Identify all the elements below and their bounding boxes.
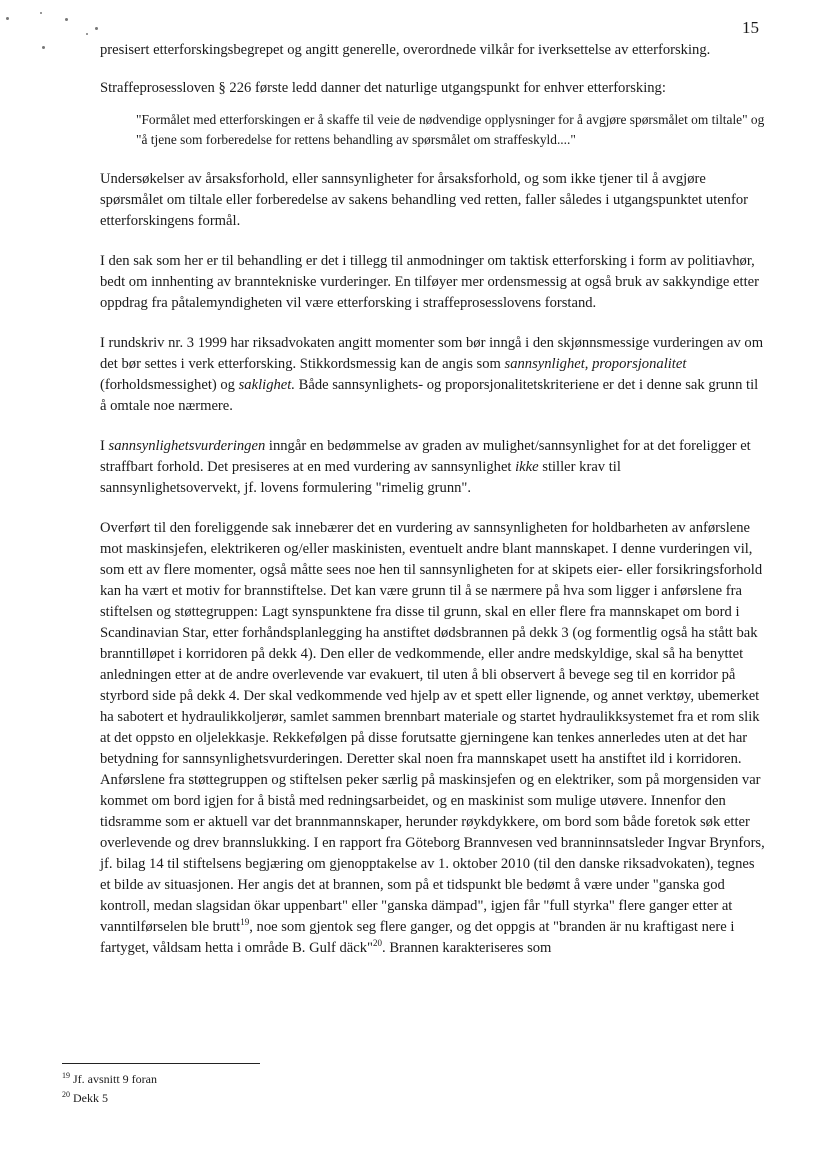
scan-speck: [42, 46, 45, 49]
footnote-divider: [62, 1063, 260, 1064]
emphasis-text: sannsynlighet, proporsjonalitet: [504, 356, 687, 372]
emphasis-text: ikke: [515, 459, 539, 475]
paragraph-2: Straffeprosessloven § 226 første ledd danner det naturlige utgangspunkt for enhver etterforsking:: [100, 80, 666, 96]
footnote: [62, 1089, 157, 1108]
paragraph-1: presisert etterforskingsbegrepet og angitt generelle, overordnede vilkår for iverksettelse av etterforsking.: [100, 42, 711, 58]
emphasis-text: saklighet.: [238, 377, 295, 393]
paragraph-3: Undersøkelser av årsaksforhold, eller sannsynligheter for årsaksforhold, og som ikke tjener til å avgjøre spørsmålet om tiltale eller forberedelse av sakens behandling ved retten, faller således i utgangspunktet utenfor etterforskingens formål.: [100, 171, 748, 229]
scan-speck: [65, 18, 68, 21]
footnote-text: Dekk 5: [73, 1091, 108, 1105]
footnote-ref[interactable]: 19: [240, 917, 250, 928]
emphasis-text: sannsynlighetsvurderingen: [108, 438, 266, 454]
text-run: stiller krav til sannsynlighetsovervekt, jf. lovens formulering "rimelig grunn".: [100, 459, 621, 496]
footnote-ref[interactable]: 20: [373, 938, 383, 949]
text-run: , noe som gjentok seg flere ganger, og det oppgis at "branden är nu kraftigast nere i fartyget, våldsam hetta i område B. Gulf däck": [100, 919, 735, 956]
text-run: inngår en bedømmelse av graden av mulighet/sannsynlighet for at det foreligger et straffbart forhold. Det presiseres at en med vurdering av sannsynlighet: [100, 438, 751, 475]
text-run: I: [100, 438, 109, 454]
scan-speck: [40, 12, 42, 14]
footnote: [62, 1070, 157, 1089]
footnotes: [62, 1070, 157, 1108]
text-run: Overført til den foreliggende sak innebærer det en vurdering av sannsynligheten for holdbarheten av anførslene mot maskinsjefen, elektrikeren og/eller maskinisten, eventuelt andre blant mannskapet. I denne vurderingen vil, som ett av flere momenter, også måtte sees noe hen til sannsynligheten for at skipets eier- eller forsikringsforhold kan ha vært et motiv for brannstiftelse. Det kan være grunn til å se nærmere på hva som ligger i anførslene fra stiftelsen og støttegruppen: Lagt synspunktene fra disse til grunn, skal en eller flere fra mannskapet om bord i Scandinavian Star, etter forhåndsplanlegging ha anstiftet dødsbrannen på dekk 3 (og formentlig også ha stått bak branntilløpet i korridoren på dekk 4). Den eller de vedkommende, eller andre medskyldige, skal så ha benyttet anledningen etter at de andre overlevende var evakuert, til uten å bli observert å bevege seg til en korridor på styrbord side på dekk 4. Der skal vedkommende ved hjelp av et spett eller lignende, og annet verktøy, ubemerket ha sabotert et hydraulikkoljerør, samlet sammen brennbart materiale og startet hydraulikksystemet fra et rom slik at det oppsto en oljelekkasje. Rekkefølgen på disse forutsatte gjerningene kan tenkes annerledes uten at det har betydning for sannsynlighetsvurderingen. Deretter skal noen fra mannskapet usett ha anstiftet ild i korridoren. Anførslene fra støttegruppen og stiftelsen peker særlig på maskinsjefen og en elektriker, som på morgensiden var kommet om bord igjen for å bistå med redningsarbeidet, og en maskinist som mulige utøvere. Innenfor den tidsramme som er aktuell var det brannmannskaper, herunder røykdykkere, om bord som både foretok søk etter overlevende og drev brannslukking. I en rapport fra Göteborg Brannvesen ved branninnsatsleder Ingvar Brynfors, jf. bilag 14 til stiftelsens begjæring om gjenopptakelse av 1. oktober 2010 (til den danske riksadvokaten), tegnes et bilde av situasjonen. Her angis det at brannen, som på et tidspunkt ble bedømt å være under "ganska god kontroll, medan slagsidan ökar uppenbart" eller "ganska dämpad", igjen får "full styrka" flere ganger etter at vanntilførselen ble brutt: [100, 520, 765, 935]
scan-speck: [95, 27, 98, 30]
document-body: [100, 40, 765, 978]
text-run: I rundskriv nr. 3 1999 har riksadvokaten angitt momenter som bør inngå i den skjønnsmessige vurderingen av om det bør settes i verk etterforsking. Stikkordsmessig kan de angis som: [100, 335, 764, 372]
footnote-mark: 20: [62, 1090, 70, 1099]
paragraph-4: I den sak som her er til behandling er det i tillegg til anmodninger om taktisk etterforsking i form av politiavhør, bedt om innhenting av branntekniske vurderinger. En tilføyer mer ordensmessig at også bruk av sakkyndige etter oppdrag fra påtalemyndigheten vil være etterforsking i straffeprosesslovens forstand.: [100, 253, 759, 311]
text-run: Både sannsynlighets- og proporsjonalitetskriteriene er det i denne sak grunn til å omtale noe nærmere.: [100, 377, 759, 414]
text-run: (forholdsmessighet) og: [100, 377, 239, 393]
paragraph-6: [100, 436, 765, 499]
paragraph-7: [100, 518, 765, 959]
footnote-mark: 19: [62, 1071, 70, 1080]
paragraph-5: [100, 333, 765, 417]
footnote-text: Jf. avsnitt 9 foran: [73, 1072, 157, 1086]
scan-speck: [86, 33, 88, 35]
text-run: . Brannen karakteriseres som: [382, 940, 552, 956]
scan-speck: [6, 17, 9, 20]
block-quote: "Formålet med etterforskingen er å skaffe til veie de nødvendige opplysninger for å avgjøre spørsmålet om tiltale" og "å tjene som forberedelse for rettens behandling av spørsmålet om straffeskyld....": [136, 112, 765, 147]
page-number: 15: [742, 18, 759, 37]
